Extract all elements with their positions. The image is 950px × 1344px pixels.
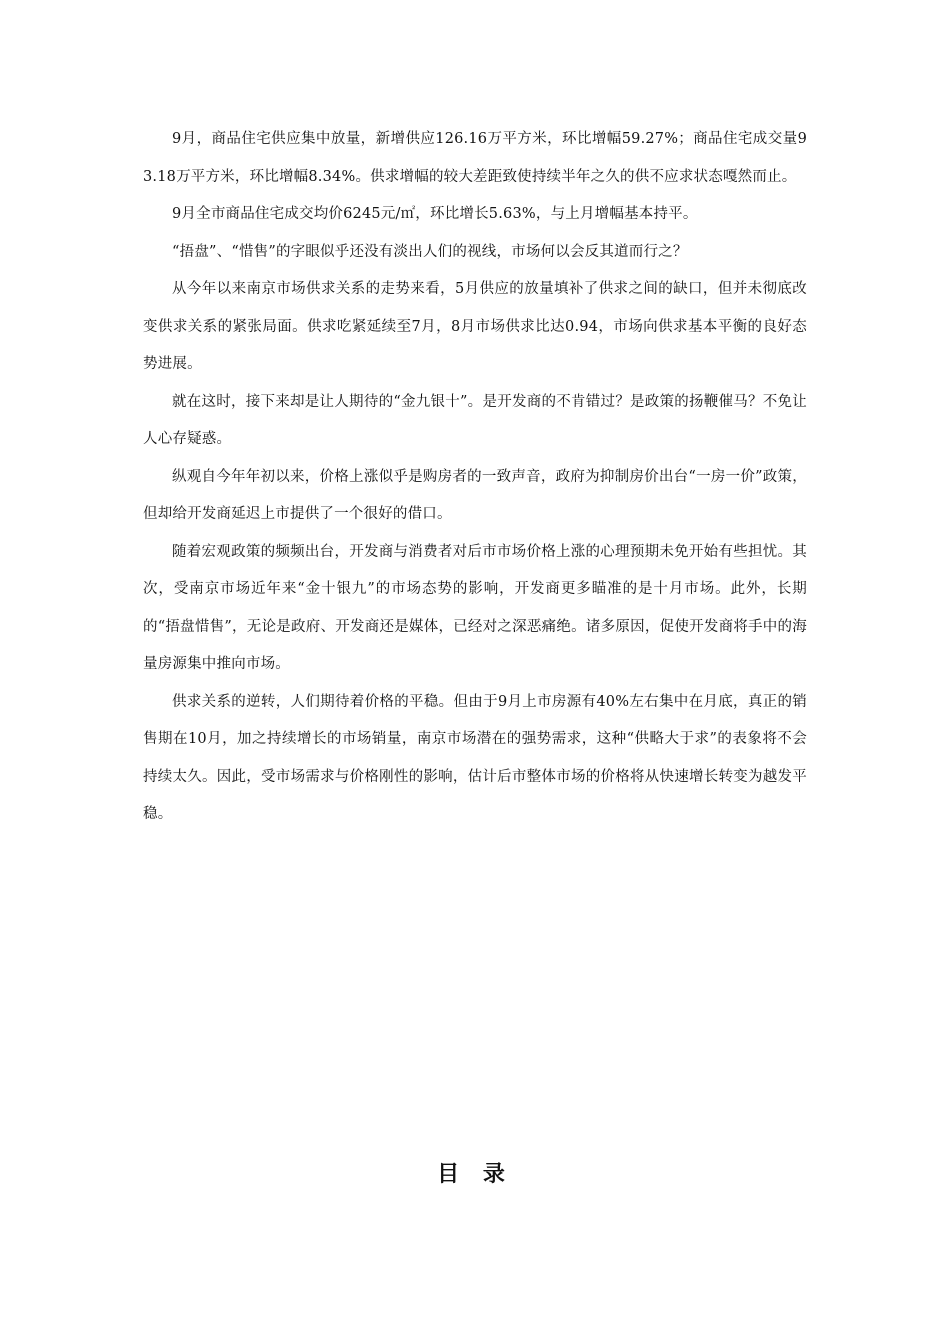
paragraph-supply-demand-trend: 从今年以来南京市场供求关系的走势来看，5月供应的放量填补了供求之间的缺口，但并未彻底改变供求关系的紧张局面。供求吃紧延续至7月，8月市场供求比达0.94，市场向供求基本平衡的良好态势进展。 — [143, 281, 807, 372]
paragraph-outlook: 供求关系的逆转，人们期待着价格的平稳。但由于9月上市房源有40%左右集中在月底，真正的销售期在10月，加之持续增长的市场销量，南京市场潜在的强势需求，这种“供略大于求”的表象将不会持续太久。因此，受市场需求与价格刚性的影响，估计后市整体市场的价格将从快速增长转变为越发平稳。 — [143, 693, 807, 822]
paragraph-hoarding-question: “捂盘”、“惜售”的字眼似乎还没有淡出人们的视线，市场何以会反其道而行之？ — [172, 243, 688, 260]
paragraph-supply-volume: 9月，商品住宅供应集中放量，新增供应126.16万平方米，环比增幅59.27%；商品住宅成交量93.18万平方米，环比增幅8.34%。供求增幅的较大差距致使持续半年之久的供不应求状态嘎然而止。 — [143, 131, 807, 185]
paragraph-golden-september: 就在这时，接下来却是让人期待的“金九银十”。是开发商的不肯错过？是政策的扬鞭催马？不免让人心存疑惑。 — [143, 393, 807, 447]
table-of-contents-title: 目 录 — [437, 1162, 513, 1187]
paragraph-macro-policy: 随着宏观政策的频频出台，开发商与消费者对后市市场价格上涨的心理预期未免开始有些担忧。其次，受南京市场近年来“金十银九”的市场态势的影响，开发商更多瞄准的是十月市场。此外，长期的“捂盘惜售”，无论是政府、开发商还是媒体，已经对之深恶痛绝。诸多原因，促使开发商将手中的海量房源集中推向市场。 — [143, 543, 807, 672]
paragraph-average-price: 9月全市商品住宅成交均价6245元/㎡，环比增长5.63%，与上月增幅基本持平。 — [172, 206, 698, 222]
article-body — [143, 121, 807, 834]
paragraph-price-rise: 纵观自今年年初以来，价格上涨似乎是购房者的一致声音，政府为抑制房价出台“一房一价”政策，但却给开发商延迟上市提供了一个很好的借口。 — [143, 468, 807, 522]
